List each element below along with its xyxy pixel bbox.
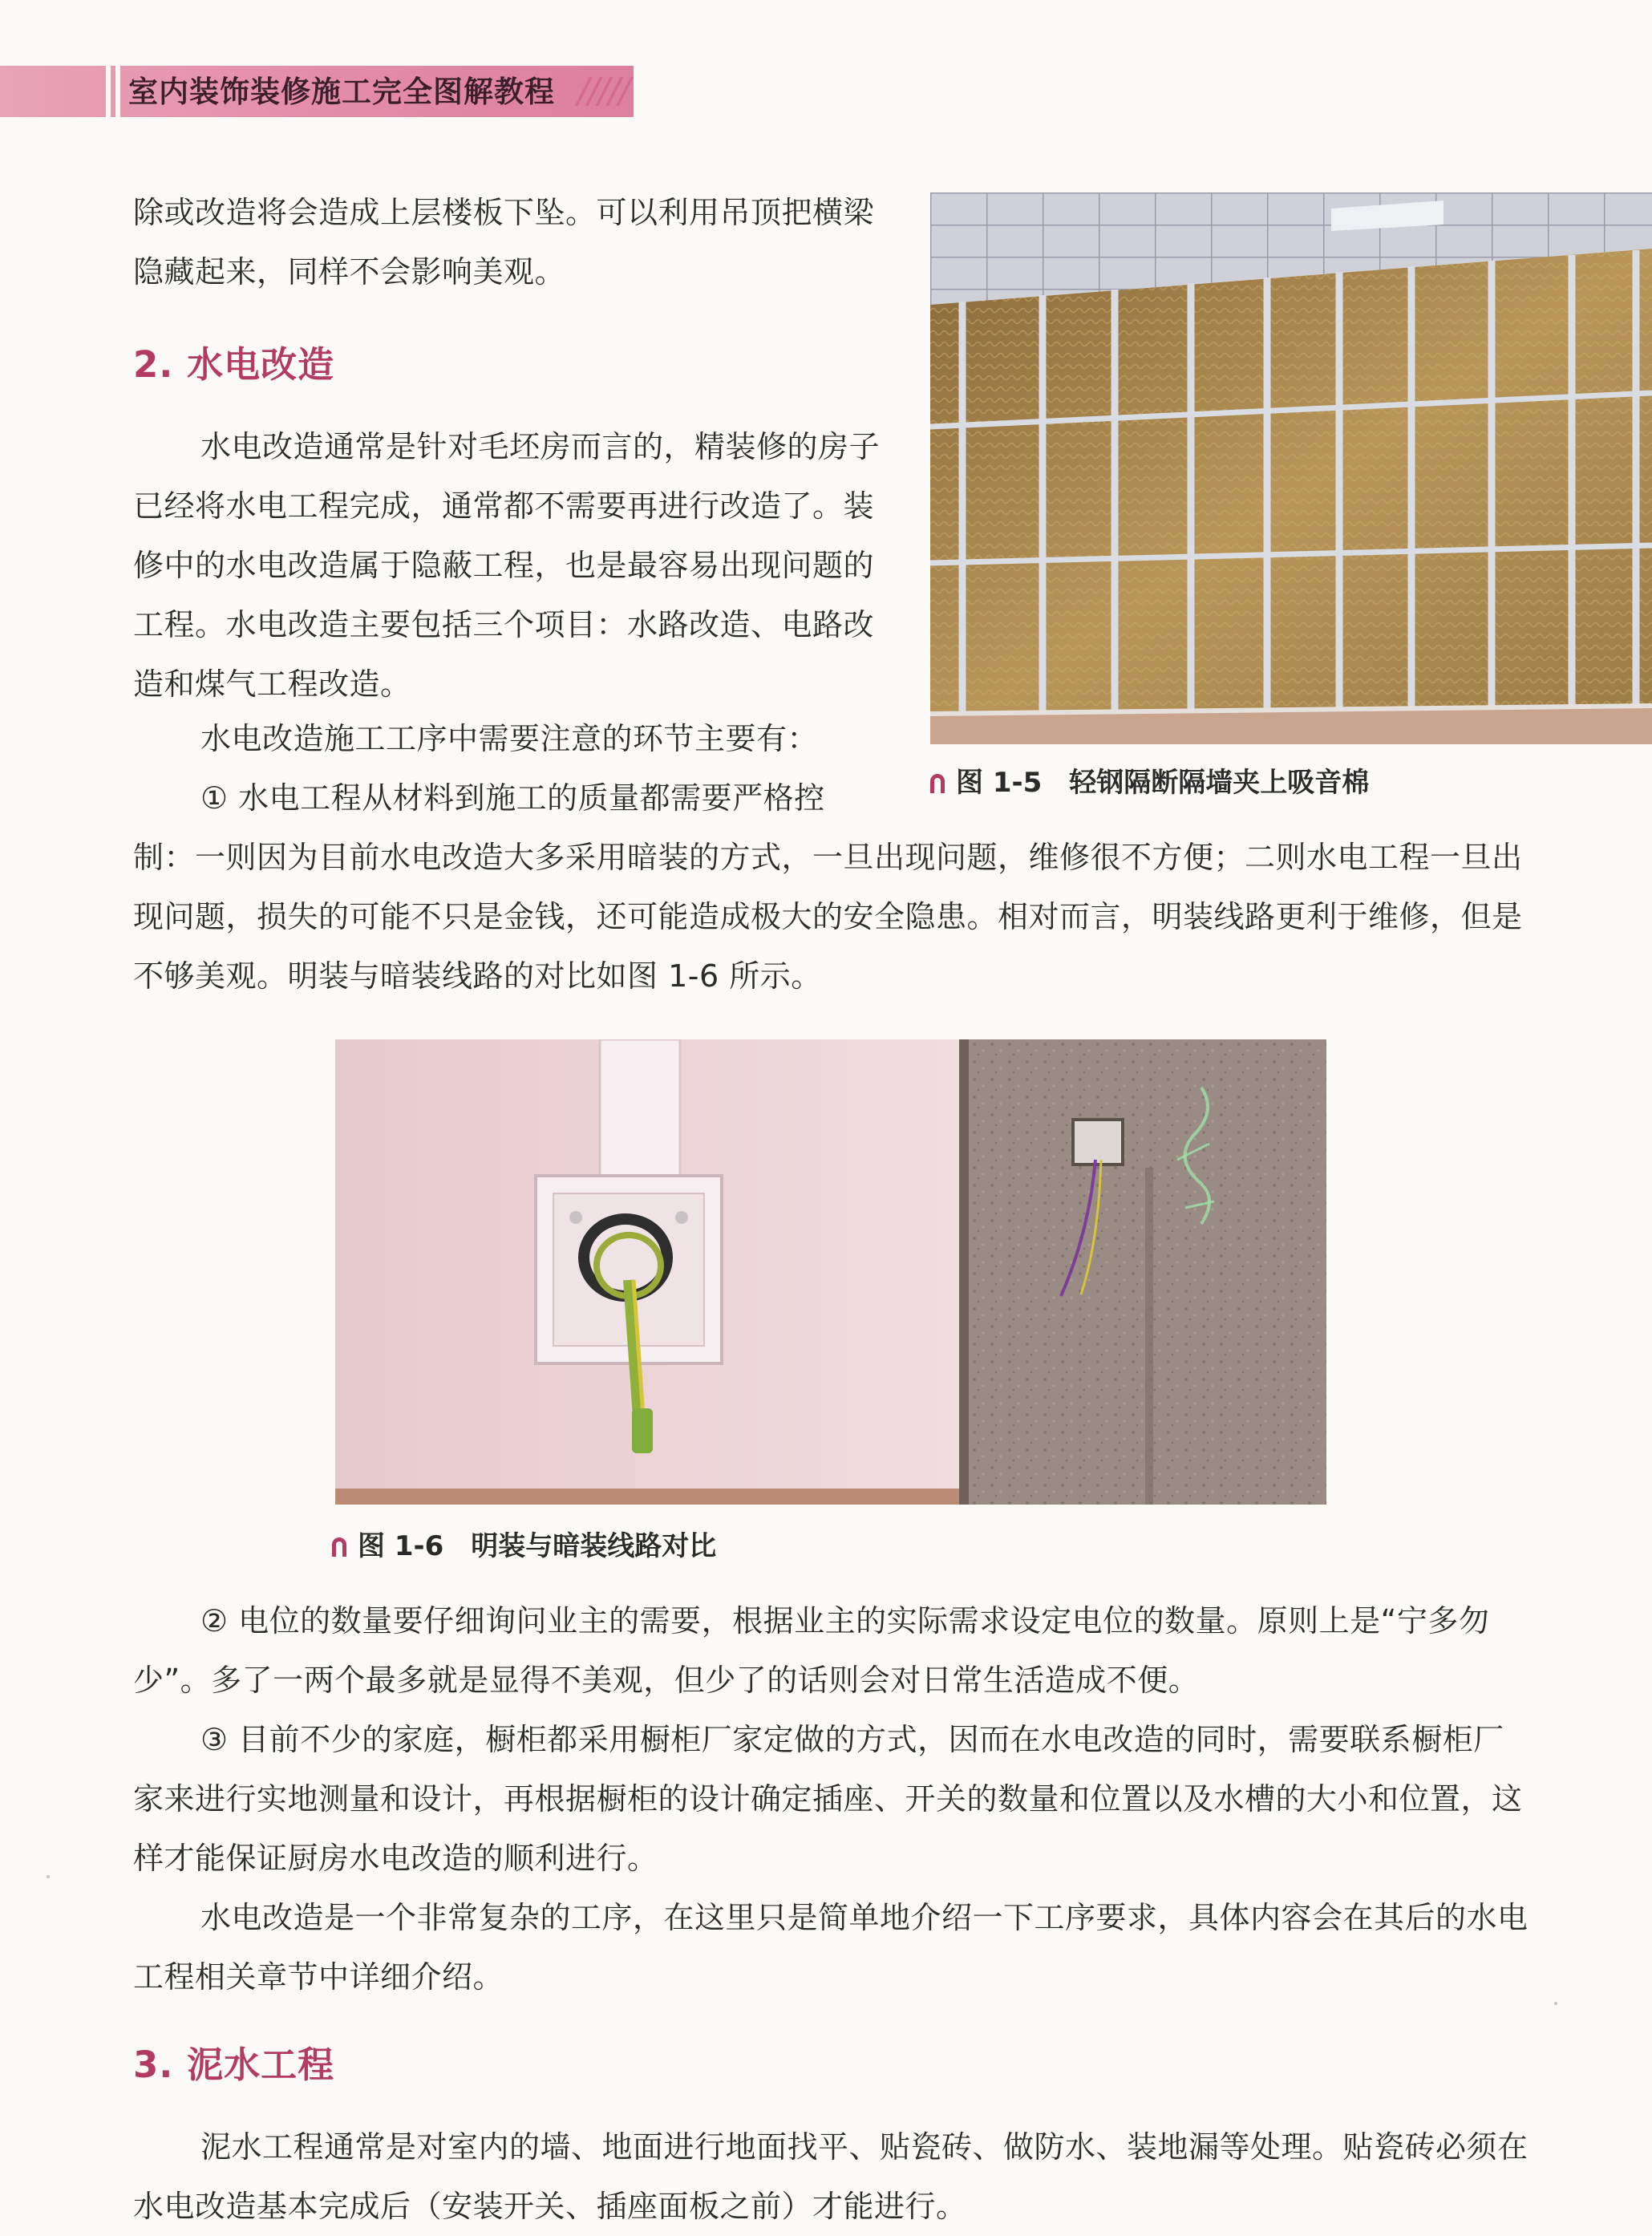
- paragraph-plumbing-intro: 水电改造通常是针对毛坯房而言的，精装修的房子已经将水电工程完成，通常都不需要再进行改造了。装修中的水电改造属于隐蔽工程，也是最容易出现问题的工程。水电改造主要包括三个项目：水路改造、电路改造和煤气工程改造。: [133, 429, 881, 702]
- scan-speck: [47, 1875, 50, 1878]
- figure-1-6-caption: [332, 1524, 716, 1563]
- paragraph-item1-start: ① 水电工程从材料到施工的质量都需要严格控: [200, 780, 825, 816]
- paragraph-item3: ③ 目前不少的家庭，橱柜都采用橱柜厂家定做的方式，因而在水电改造的同时，需要联系橱柜厂家来进行实地测量和设计，再根据橱柜的设计确定插座、开关的数量和位置以及水槽的大小和位置，这样才能保证厨房水电改造的顺利进行。: [133, 1722, 1523, 1876]
- header-slash-decoration: /////: [577, 71, 630, 111]
- paragraph-item1-cont: 制：一则因为目前水电改造大多采用暗装的方式，一旦出现问题，维修很不方便；二则水电工程一旦出现问题，损失的可能不只是金钱，还可能造成极大的安全隐患。相对而言，明装线路更利于维修，但是不够美观。明装与暗装线路的对比如图 1-6 所示。: [133, 840, 1523, 994]
- figure-1-6-title: 明装与暗装线路对比: [471, 1530, 717, 1562]
- figure-marker-icon: [930, 774, 945, 793]
- running-header-title: 室内装饰装修施工完全图解教程: [128, 75, 555, 109]
- figure-marker-icon: [332, 1537, 346, 1557]
- figure-1-6-number: 图 1-6: [358, 1530, 444, 1562]
- figure-1-5-title: 轻钢隔断隔墙夹上吸音棉: [1069, 767, 1370, 799]
- paragraph-masonry-intro: 泥水工程通常是对室内的墙、地面进行地面找平、贴瓷砖、做防水、装地漏等处理。贴瓷砖必须在水电改造基本完成后（安装开关、插座面板之前）才能进行。: [133, 2129, 1529, 2224]
- figure-1-5-photo: [930, 192, 1652, 744]
- scan-speck: [1554, 2002, 1557, 2005]
- figure-1-5-number: 图 1-5: [956, 767, 1043, 799]
- paragraph-notes-intro: 水电改造施工工序中需要注意的环节主要有：: [200, 721, 819, 756]
- paragraph-item2: ② 电位的数量要仔细询问业主的需要，根据业主的实际需求设定电位的数量。原则上是“宁多勿少”。多了一两个最多就是显得不美观，但少了的话则会对日常生活造成不便。: [133, 1603, 1490, 1698]
- section-heading-plumbing-electrical: 2. 水电改造: [133, 343, 335, 386]
- figure-1-5-caption: [930, 760, 1369, 800]
- section-heading-masonry: 3. 泥水工程: [133, 2044, 335, 2086]
- header-stripes: [106, 66, 130, 117]
- paragraph-beam-cont: 除或改造将会造成上层楼板下坠。可以利用吊顶把横梁隐藏起来，同样不会影响美观。: [133, 195, 875, 290]
- figure-1-6-photo: [335, 1039, 1326, 1505]
- paragraph-plumbing-summary: 水电改造是一个非常复杂的工序，在这里只是简单地介绍一下工序要求，具体内容会在其后的水电工程相关章节中详细介绍。: [133, 1900, 1529, 1995]
